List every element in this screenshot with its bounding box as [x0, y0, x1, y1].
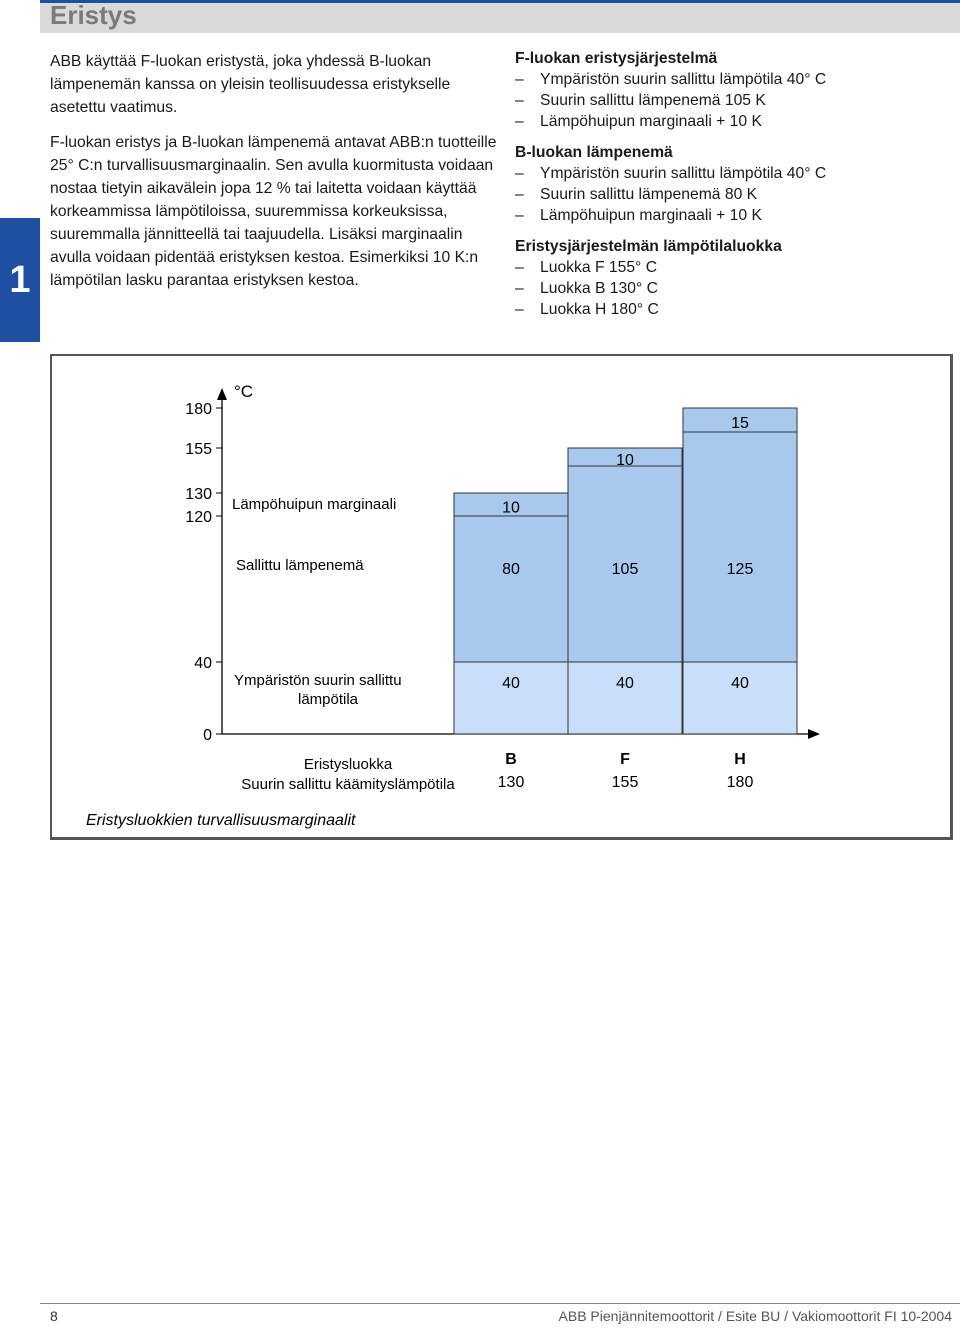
- category-limit-label: 130: [497, 774, 525, 791]
- spec-item-text: Ympäristön suurin sallittu lämpötila 40° C: [540, 71, 827, 88]
- spec-item-text: Luokka B 130° C: [540, 280, 658, 297]
- spec-heading: F-luokan eristysjärjestelmä: [515, 50, 718, 67]
- insulation-margin-figure: [50, 354, 953, 840]
- bar-ambient-segment: [568, 662, 682, 734]
- spec-list: [515, 48, 955, 330]
- dash-bullet: –: [515, 301, 524, 318]
- page-title: Eristys: [50, 0, 137, 30]
- spec-item: [515, 90, 955, 111]
- chart-title: Eristysluokkien turvallisuusmarginaalit: [86, 812, 356, 829]
- dash-bullet: –: [515, 280, 524, 297]
- footer-reference: ABB Pienjännitemoottorit / Esite BU / Vakiomoottorit FI 10-2004: [558, 1308, 952, 1324]
- bar-margin-value: 10: [502, 499, 520, 517]
- chapter-tab: [0, 218, 40, 342]
- y-tick-label: 155: [185, 441, 212, 458]
- spec-item-text: Ympäristön suurin sallittu lämpötila 40° C: [540, 165, 827, 182]
- x-axis-label-class: Eristysluokka: [303, 756, 393, 773]
- header-accent-rule: [40, 0, 960, 3]
- spec-item-text: Luokka H 180° C: [540, 301, 659, 318]
- spec-group-b-rise: [515, 142, 955, 226]
- dash-bullet: –: [515, 71, 524, 88]
- x-axis-arrow-icon: [808, 729, 820, 739]
- category-limit-label: 180: [726, 774, 754, 791]
- bar-upper-segment: [683, 408, 797, 662]
- spec-item-text: Lämpöhuipun marginaali + 10 K: [540, 113, 762, 130]
- rise-row-label: Sallittu lämpenemä: [236, 557, 364, 574]
- chapter-number: 1: [9, 258, 31, 301]
- dash-bullet: –: [515, 207, 524, 224]
- category-limit-label: 155: [611, 774, 639, 791]
- dash-bullet: –: [515, 113, 524, 130]
- spec-group-temperature-class: [515, 236, 955, 320]
- category-label: F: [620, 751, 630, 768]
- x-axis-label-max-temp: Suurin sallittu käämityslämpötila: [241, 776, 455, 793]
- category-label: H: [734, 751, 746, 768]
- spec-item: [515, 163, 955, 184]
- insulation-margin-chart: [52, 356, 950, 837]
- spec-item-text: Lämpöhuipun marginaali + 10 K: [540, 207, 762, 224]
- bar-ambient-value: 40: [731, 675, 749, 692]
- dash-bullet: –: [515, 259, 524, 276]
- spec-heading: Eristysjärjestelmän lämpötilaluokka: [515, 238, 782, 255]
- bar-rise-value: 80: [502, 561, 520, 578]
- y-axis-unit: °C: [234, 382, 254, 401]
- y-tick-label: 130: [185, 486, 212, 503]
- y-tick-label: 0: [203, 727, 212, 744]
- y-axis-arrow-icon: [217, 388, 227, 400]
- spec-item: [515, 69, 955, 90]
- spec-heading: B-luokan lämpenemä: [515, 144, 673, 161]
- spec-item: [515, 299, 955, 320]
- bar-margin-value: 10: [616, 452, 634, 469]
- bar-ambient-segment: [454, 662, 568, 734]
- spec-item-text: Luokka F 155° C: [540, 259, 658, 276]
- spec-item-text: Suurin sallittu lämpenemä 105 K: [540, 92, 766, 109]
- bar-ambient-value: 40: [502, 675, 520, 692]
- y-tick-label: 120: [185, 509, 212, 526]
- dash-bullet: –: [515, 92, 524, 109]
- spec-item: [515, 205, 955, 226]
- intro-paragraph-2: F-luokan eristys ja B-luokan lämpenemä antavat ABB:n tuotteille 25° C:n turvallisuusmarginaalin. Sen avulla kuormitusta voidaan nostaa tietyin aikavälein jopa 12 % tai laitetta voidaan käyttää korkeammissa lämpötiloissa, suuremmissa korkeuksissa, suuremmalla jännitteellä tai taajuudella. Lisäksi marginaalin avulla voidaan pidentää eristyksen kestoa. Esimerkiksi 10 K:n lämpötilan lasku parantaa eristyksen kestoa.: [50, 134, 497, 289]
- ambient-row-label-line2: lämpötila: [297, 691, 359, 708]
- spec-item: [515, 257, 955, 278]
- footer-rule: [40, 1303, 960, 1304]
- spec-item: [515, 184, 955, 205]
- bar-ambient-segment: [683, 662, 797, 734]
- bar-ambient-value: 40: [616, 675, 634, 692]
- y-tick-label: 40: [194, 655, 212, 672]
- spec-item: [515, 278, 955, 299]
- bar-rise-value: 105: [611, 561, 639, 578]
- spec-item-text: Suurin sallittu lämpenemä 80 K: [540, 186, 758, 203]
- intro-text: [50, 50, 500, 304]
- intro-paragraph-1: ABB käyttää F-luokan eristystä, joka yhdessä B-luokan lämpenemän kanssa on yleisin teollisuudessa eristykselle asetettu vaatimus.: [50, 53, 451, 116]
- dash-bullet: –: [515, 186, 524, 203]
- bar-margin-value: 15: [731, 415, 749, 432]
- spec-item: [515, 111, 955, 132]
- page-number: 8: [50, 1308, 58, 1324]
- category-label: B: [505, 751, 517, 768]
- bar-upper-segment: [568, 448, 682, 662]
- y-tick-label: 180: [185, 401, 212, 418]
- margin-row-label: Lämpöhuipun marginaali: [232, 496, 397, 513]
- bar-rise-value: 125: [726, 561, 754, 578]
- ambient-row-label-line1: Ympäristön suurin sallittu: [234, 672, 402, 689]
- header-bar: [40, 0, 960, 33]
- spec-group-f-insulation: [515, 48, 955, 132]
- dash-bullet: –: [515, 165, 524, 182]
